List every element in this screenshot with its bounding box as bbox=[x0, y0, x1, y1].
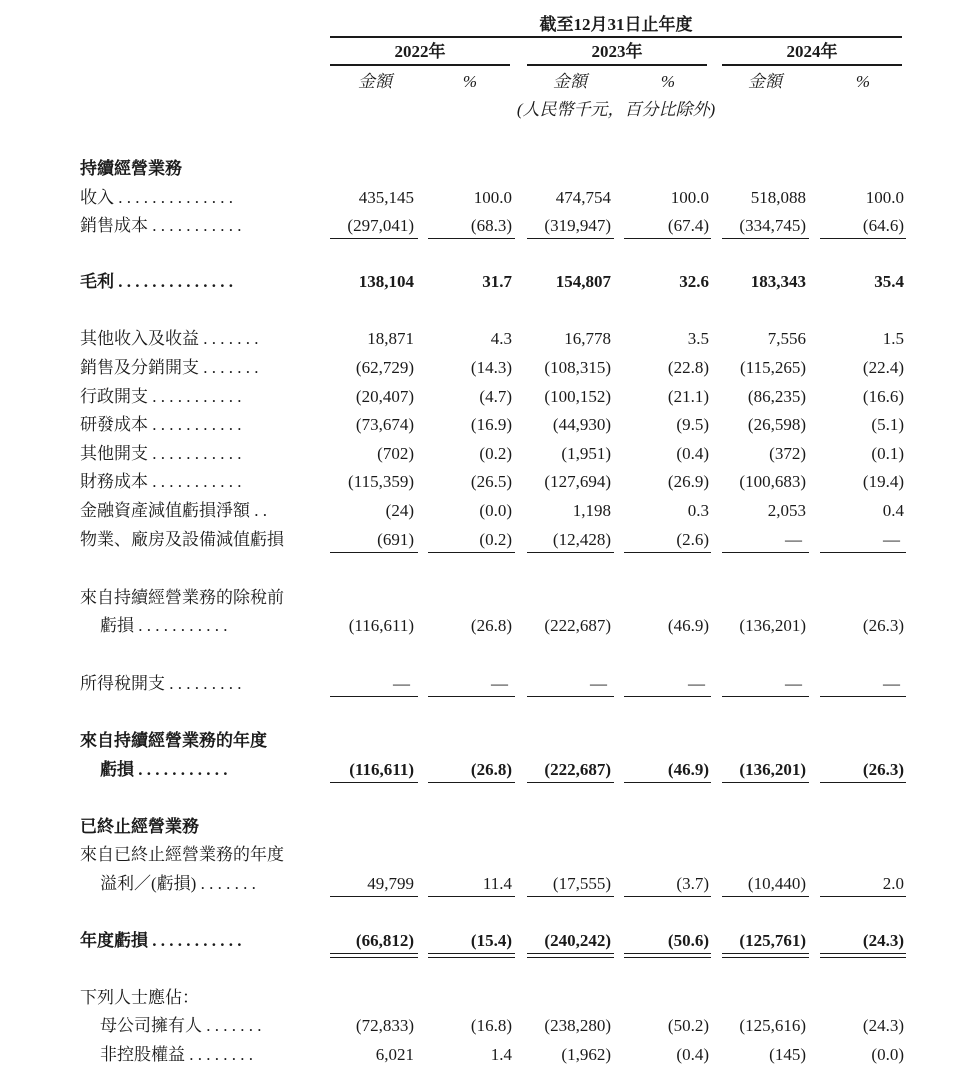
row-label: 財務成本 . . . . . . . . . . . bbox=[80, 472, 242, 491]
percent-cell: 100.0 bbox=[670, 188, 709, 207]
row-label: 虧損 . . . . . . . . . . . bbox=[100, 760, 228, 779]
percent-cell: (19.4) bbox=[862, 472, 904, 491]
percent-cell: (26.5) bbox=[470, 472, 512, 491]
underline-rule bbox=[624, 782, 711, 783]
amount-cell: (222,687) bbox=[544, 616, 611, 635]
percent-cell: (24.3) bbox=[862, 931, 904, 950]
row-label: 下列人士應佔： bbox=[80, 988, 199, 1007]
amount-cell: (372) bbox=[769, 444, 806, 463]
underline-rule bbox=[527, 896, 614, 897]
percent-cell: (21.1) bbox=[667, 387, 709, 406]
underline-rule bbox=[722, 782, 809, 783]
percent-cell: (0.4) bbox=[676, 1045, 709, 1064]
amount-cell: (66,812) bbox=[355, 931, 414, 950]
underline-rule bbox=[820, 782, 906, 783]
percent-cell: (0.2) bbox=[479, 530, 512, 549]
percent-cell: (50.2) bbox=[667, 1016, 709, 1035]
amount-cell: (100,683) bbox=[739, 472, 806, 491]
percent-cell: (26.3) bbox=[862, 616, 904, 635]
amount-cell: (20,407) bbox=[355, 387, 414, 406]
row-label: 溢利／(虧損) . . . . . . . bbox=[100, 874, 256, 893]
percent-cell: — bbox=[688, 674, 705, 693]
period-title: 截至12月31日止年度 bbox=[539, 15, 693, 34]
amount-cell: 435,145 bbox=[358, 188, 414, 207]
percent-cell: (26.3) bbox=[862, 760, 904, 779]
percent-cell: 100.0 bbox=[473, 188, 512, 207]
underline-rule bbox=[428, 953, 515, 954]
row-label: 其他收入及收益 . . . . . . . bbox=[80, 329, 259, 348]
amount-header-2022: 金額 bbox=[358, 72, 392, 91]
percent-header-2023: % bbox=[660, 72, 676, 91]
underline-rule bbox=[330, 782, 418, 783]
amount-cell: 138,104 bbox=[358, 272, 414, 291]
double-underline-rule bbox=[722, 957, 809, 958]
percent-cell: (67.4) bbox=[667, 216, 709, 235]
percent-cell: (14.3) bbox=[470, 358, 512, 377]
amount-cell: (26,598) bbox=[747, 415, 806, 434]
percent-cell: (46.9) bbox=[667, 760, 709, 779]
percent-cell: (26.8) bbox=[470, 760, 512, 779]
underline-rule bbox=[722, 896, 809, 897]
amount-cell: (108,315) bbox=[544, 358, 611, 377]
underline-rule bbox=[428, 552, 515, 553]
percent-cell: 32.6 bbox=[679, 272, 709, 291]
underline-rule bbox=[330, 953, 418, 954]
underline-rule bbox=[527, 238, 614, 239]
amount-cell: (12,428) bbox=[552, 530, 611, 549]
percent-cell: 1.4 bbox=[490, 1045, 512, 1064]
underline-rule bbox=[722, 953, 809, 954]
percent-cell: (15.4) bbox=[470, 931, 512, 950]
amount-cell: (73,674) bbox=[355, 415, 414, 434]
amount-cell: (222,687) bbox=[544, 760, 611, 779]
percent-cell: — bbox=[883, 674, 900, 693]
amount-cell: (127,694) bbox=[544, 472, 611, 491]
year-2022-header: 2022年 bbox=[394, 42, 446, 61]
underline-rule bbox=[330, 896, 418, 897]
amount-cell: (62,729) bbox=[355, 358, 414, 377]
amount-cell: — bbox=[393, 674, 410, 693]
percent-cell: 4.3 bbox=[490, 329, 512, 348]
year-2023-rule bbox=[527, 64, 707, 66]
underline-rule bbox=[527, 953, 614, 954]
row-label: 毛利 . . . . . . . . . . . . . . bbox=[80, 272, 233, 291]
underline-rule bbox=[527, 696, 614, 697]
amount-cell: (116,611) bbox=[348, 616, 414, 635]
amount-cell: (125,761) bbox=[739, 931, 806, 950]
underline-rule bbox=[820, 953, 906, 954]
underline-rule bbox=[330, 552, 418, 553]
amount-cell: 518,088 bbox=[750, 188, 806, 207]
amount-cell: (17,555) bbox=[552, 874, 611, 893]
amount-cell: 18,871 bbox=[367, 329, 414, 348]
row-label: 來自持續經營業務的除稅前 bbox=[80, 588, 284, 607]
amount-cell: (691) bbox=[377, 530, 414, 549]
underline-rule bbox=[820, 896, 906, 897]
double-underline-rule bbox=[330, 957, 418, 958]
percent-cell: (24.3) bbox=[862, 1016, 904, 1035]
row-label: 物業、廠房及設備減值虧損 bbox=[80, 530, 284, 549]
amount-cell: (1,951) bbox=[561, 444, 611, 463]
row-label: 虧損 . . . . . . . . . . . bbox=[100, 616, 228, 635]
amount-cell: 183,343 bbox=[750, 272, 806, 291]
underline-rule bbox=[428, 896, 515, 897]
amount-cell: 474,754 bbox=[555, 188, 611, 207]
underline-rule bbox=[722, 552, 809, 553]
percent-cell: (22.8) bbox=[667, 358, 709, 377]
underline-rule bbox=[624, 953, 711, 954]
amount-cell: (238,280) bbox=[544, 1016, 611, 1035]
amount-cell: (136,201) bbox=[739, 760, 806, 779]
amount-cell: (72,833) bbox=[355, 1016, 414, 1035]
amount-cell: 2,053 bbox=[767, 501, 806, 520]
percent-cell: (16.9) bbox=[470, 415, 512, 434]
amount-cell: (10,440) bbox=[747, 874, 806, 893]
amount-cell: 16,778 bbox=[564, 329, 611, 348]
amount-cell: (24) bbox=[385, 501, 414, 520]
percent-cell: 11.4 bbox=[482, 874, 512, 893]
underline-rule bbox=[330, 238, 418, 239]
percent-cell: (16.6) bbox=[862, 387, 904, 406]
percent-cell: (68.3) bbox=[470, 216, 512, 235]
underline-rule bbox=[527, 782, 614, 783]
amount-cell: (240,242) bbox=[544, 931, 611, 950]
percent-cell: (0.0) bbox=[871, 1045, 904, 1064]
percent-header-2024: % bbox=[855, 72, 871, 91]
percent-cell: (5.1) bbox=[871, 415, 904, 434]
percent-cell: 1.5 bbox=[882, 329, 904, 348]
year-2024-rule bbox=[722, 64, 902, 66]
row-label: 研發成本 . . . . . . . . . . . bbox=[80, 415, 242, 434]
underline-rule bbox=[428, 238, 515, 239]
amount-cell: 154,807 bbox=[555, 272, 611, 291]
percent-cell: 35.4 bbox=[874, 272, 904, 291]
percent-cell: (0.2) bbox=[479, 444, 512, 463]
row-label: 銷售成本 . . . . . . . . . . . bbox=[80, 216, 242, 235]
amount-cell: (100,152) bbox=[544, 387, 611, 406]
percent-cell: 0.3 bbox=[687, 501, 709, 520]
percent-cell: (64.6) bbox=[862, 216, 904, 235]
underline-rule bbox=[722, 696, 809, 697]
year-2023-header: 2023年 bbox=[591, 42, 643, 61]
underline-rule bbox=[624, 696, 711, 697]
amount-cell: (297,041) bbox=[347, 216, 414, 235]
underline-rule bbox=[428, 782, 515, 783]
amount-cell: (319,947) bbox=[544, 216, 611, 235]
underline-rule bbox=[820, 696, 906, 697]
year-2024-header: 2024年 bbox=[786, 42, 838, 61]
row-label: 行政開支 . . . . . . . . . . . bbox=[80, 387, 242, 406]
row-label: 收入 . . . . . . . . . . . . . . bbox=[80, 188, 233, 207]
double-underline-rule bbox=[624, 957, 711, 958]
double-underline-rule bbox=[527, 957, 614, 958]
percent-cell: (0.0) bbox=[479, 501, 512, 520]
amount-cell: (125,616) bbox=[739, 1016, 806, 1035]
row-label: 銷售及分銷開支 . . . . . . . bbox=[80, 358, 259, 377]
amount-cell: (115,265) bbox=[740, 358, 806, 377]
percent-cell: — bbox=[491, 674, 508, 693]
row-label: 來自持續經營業務的年度 bbox=[80, 731, 267, 750]
percent-cell: (3.7) bbox=[676, 874, 709, 893]
header-rule bbox=[330, 36, 902, 38]
percent-cell: (26.9) bbox=[667, 472, 709, 491]
percent-cell: (4.7) bbox=[479, 387, 512, 406]
amount-header-2023: 金額 bbox=[553, 72, 587, 91]
underline-rule bbox=[527, 552, 614, 553]
underline-rule bbox=[330, 696, 418, 697]
double-underline-rule bbox=[428, 957, 515, 958]
row-label: 持續經營業務 bbox=[80, 159, 182, 178]
amount-cell: (86,235) bbox=[747, 387, 806, 406]
amount-cell: (116,611) bbox=[349, 760, 414, 779]
amount-cell: (115,359) bbox=[348, 472, 414, 491]
year-2022-rule bbox=[330, 64, 510, 66]
percent-cell: 31.7 bbox=[482, 272, 512, 291]
row-label: 年度虧損 . . . . . . . . . . . bbox=[80, 931, 242, 950]
percent-cell: (46.9) bbox=[667, 616, 709, 635]
percent-cell: (0.4) bbox=[676, 444, 709, 463]
amount-cell: (1,962) bbox=[561, 1045, 611, 1064]
amount-cell: — bbox=[590, 674, 607, 693]
amount-cell: (136,201) bbox=[739, 616, 806, 635]
amount-cell: 6,021 bbox=[375, 1045, 414, 1064]
underline-rule bbox=[624, 238, 711, 239]
percent-cell: 0.4 bbox=[882, 501, 904, 520]
percent-cell: (16.8) bbox=[470, 1016, 512, 1035]
amount-cell: — bbox=[785, 674, 802, 693]
percent-cell: — bbox=[883, 530, 900, 549]
amount-cell: (44,930) bbox=[552, 415, 611, 434]
double-underline-rule bbox=[820, 957, 906, 958]
unit-note: (人民幣千元，百分比除外) bbox=[516, 100, 716, 119]
row-label: 所得稅開支 . . . . . . . . . bbox=[80, 674, 242, 693]
percent-cell: 2.0 bbox=[882, 874, 904, 893]
row-label: 其他開支 . . . . . . . . . . . bbox=[80, 444, 242, 463]
row-label: 來自已終止經營業務的年度 bbox=[80, 845, 284, 864]
amount-cell: 1,198 bbox=[572, 501, 611, 520]
underline-rule bbox=[428, 696, 515, 697]
amount-cell: (702) bbox=[377, 444, 414, 463]
percent-cell: (2.6) bbox=[676, 530, 709, 549]
underline-rule bbox=[624, 552, 711, 553]
amount-cell: — bbox=[785, 530, 802, 549]
amount-cell: 49,799 bbox=[367, 874, 414, 893]
row-label: 金融資產減值虧損淨額 . . bbox=[80, 501, 267, 520]
percent-cell: 100.0 bbox=[865, 188, 904, 207]
percent-cell: (50.6) bbox=[667, 931, 709, 950]
amount-cell: (334,745) bbox=[739, 216, 806, 235]
row-label: 非控股權益 . . . . . . . . bbox=[100, 1045, 253, 1064]
amount-cell: (145) bbox=[769, 1045, 806, 1064]
underline-rule bbox=[722, 238, 809, 239]
underline-rule bbox=[820, 238, 906, 239]
row-label: 母公司擁有人 . . . . . . . bbox=[100, 1016, 262, 1035]
percent-cell: (22.4) bbox=[862, 358, 904, 377]
percent-cell: (0.1) bbox=[871, 444, 904, 463]
amount-cell: 7,556 bbox=[767, 329, 806, 348]
percent-header-2022: % bbox=[462, 72, 478, 91]
underline-rule bbox=[820, 552, 906, 553]
underline-rule bbox=[624, 896, 711, 897]
row-label: 已終止經營業務 bbox=[80, 817, 199, 836]
percent-cell: (26.8) bbox=[470, 616, 512, 635]
amount-header-2024: 金額 bbox=[748, 72, 782, 91]
percent-cell: 3.5 bbox=[687, 329, 709, 348]
percent-cell: (9.5) bbox=[676, 415, 709, 434]
